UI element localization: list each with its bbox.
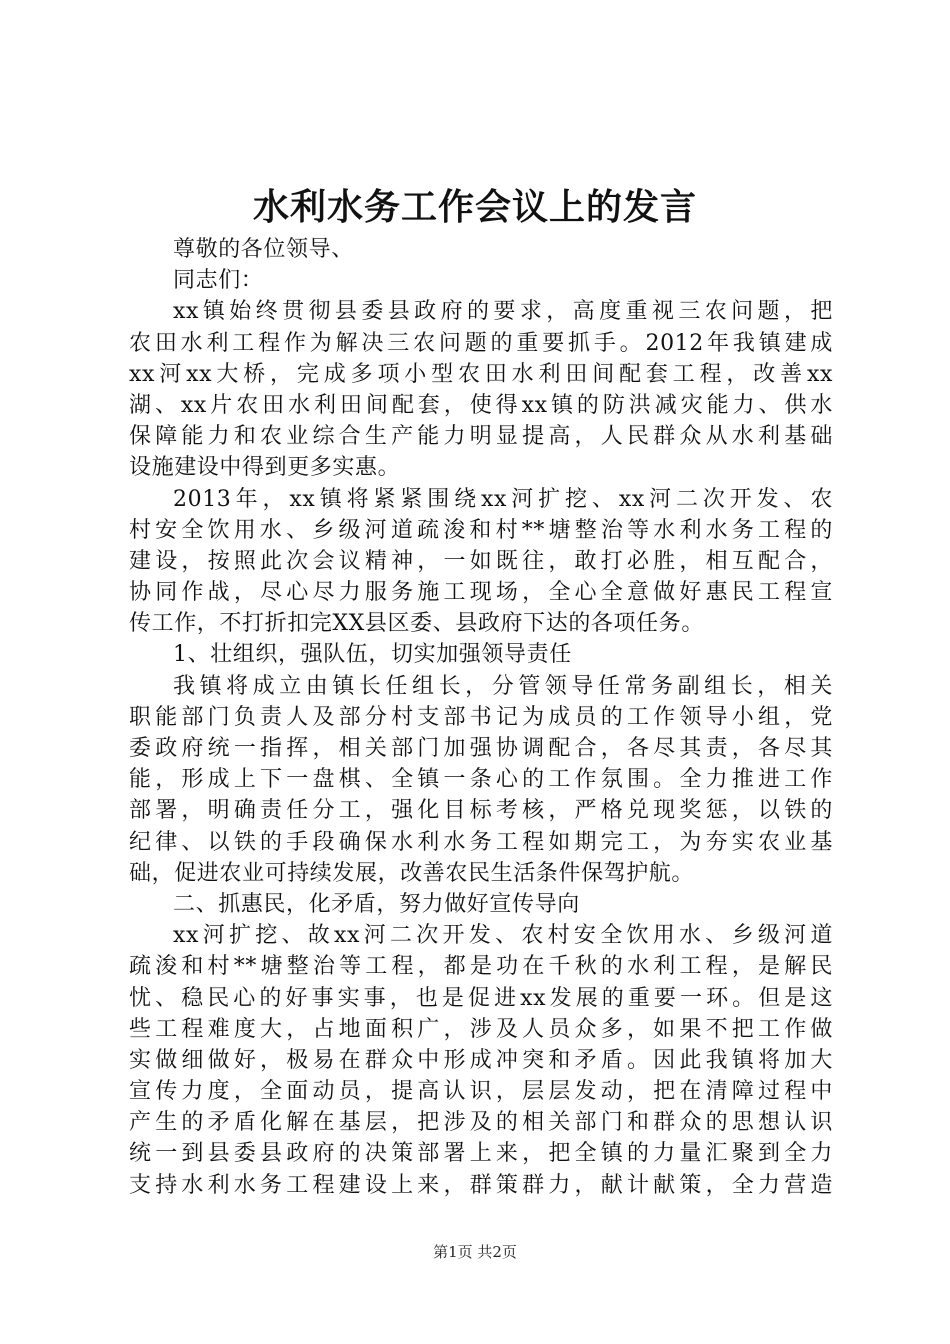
paragraph-line: 忧、稳民心的好事实事，也是促进xx发展的重要一环。但是这 (129, 985, 833, 1011)
paragraph-line: 能，形成上下一盘棋、全镇一条心的工作氛围。全力推进工作 (129, 767, 833, 793)
section-heading: 二、抓惠民，化矛盾，努力做好宣传导向 (173, 891, 580, 917)
paragraph-line: 纪律、以铁的手段确保水利水务工程如期完工，为夯实农业基 (129, 829, 833, 855)
page-number-footer: 第1页 共2页 (433, 1243, 517, 1261)
paragraph-line: 支持水利水务工程建设上来，群策群力，献计献策，全力营造 (129, 1172, 833, 1198)
paragraph-line: xx镇始终贯彻县委县政府的要求，高度重视三农问题，把 (173, 299, 833, 325)
paragraph-line: 统一到县委县政府的决策部署上来，把全镇的力量汇聚到全力 (129, 1141, 833, 1167)
paragraph-line: 2013年，xx镇将紧紧围绕xx河扩挖、xx河二次开发、农 (173, 486, 833, 512)
paragraph-line: 设施建设中得到更多实惠。 (129, 455, 401, 481)
paragraph-line: xx河xx大桥，完成多项小型农田水利田间配套工程，改善xx (129, 361, 833, 387)
paragraph-line: 建设，按照此次会议精神，一如既往，敢打必胜，相互配合， (129, 548, 833, 574)
paragraph-line: 宣传力度，全面动员，提高认识，层层发动，把在清障过程中 (129, 1079, 833, 1105)
salutation-line: 同志们： (173, 268, 264, 294)
paragraph-line: 些工程难度大，占地面积广，涉及人员众多，如果不把工作做 (129, 1016, 833, 1042)
document-title: 水利水务工作会议上的发言 (252, 187, 697, 228)
salutation-line: 尊敬的各位领导、 (173, 237, 354, 262)
paragraph-line: xx河扩挖、故xx河二次开发、农村安全饮用水、乡级河道 (173, 923, 833, 949)
paragraph-line: 协同作战，尽心尽力服务施工现场，全心全意做好惠民工程宣 (129, 580, 833, 606)
paragraph-line: 部署，明确责任分工，强化目标考核，严格兑现奖惩，以铁的 (129, 798, 833, 824)
paragraph-line: 础，促进农业可持续发展，改善农民生活条件保驾护航。 (129, 860, 695, 886)
paragraph-line: 实做细做好，极易在群众中形成冲突和矛盾。因此我镇将加大 (129, 1047, 833, 1073)
paragraph-line: 保障能力和农业综合生产能力明显提高，人民群众从水利基础 (129, 424, 833, 450)
paragraph-line: 疏浚和村**塘整治等工程，都是功在千秋的水利工程，是解民 (129, 954, 833, 980)
paragraph-line: 村安全饮用水、乡级河道疏浚和村**塘整治等水利水务工程的 (129, 517, 833, 543)
document-body (129, 234, 833, 1201)
paragraph-line: 我镇将成立由镇长任组长，分管领导任常务副组长，相关 (173, 673, 833, 699)
paragraph-line: 委政府统一指挥，相关部门加强协调配合，各尽其责，各尽其 (129, 736, 833, 761)
section-heading: 1、壮组织，强队伍，切实加强领导责任 (173, 642, 572, 668)
paragraph-line: 农田水利工程作为解决三农问题的重要抓手。2012年我镇建成 (129, 330, 833, 356)
paragraph-line: 产生的矛盾化解在基层，把涉及的相关部门和群众的思想认识 (129, 1110, 833, 1136)
paragraph-line: 职能部门负责人及部分村支部书记为成员的工作领导小组，党 (129, 704, 833, 730)
paragraph-line: 湖、xx片农田水利田间配套，使得xx镇的防洪减灾能力、供水 (129, 392, 833, 418)
paragraph-line: 传工作，不打折扣完XX县区委、县政府下达的各项任务。 (129, 611, 704, 637)
